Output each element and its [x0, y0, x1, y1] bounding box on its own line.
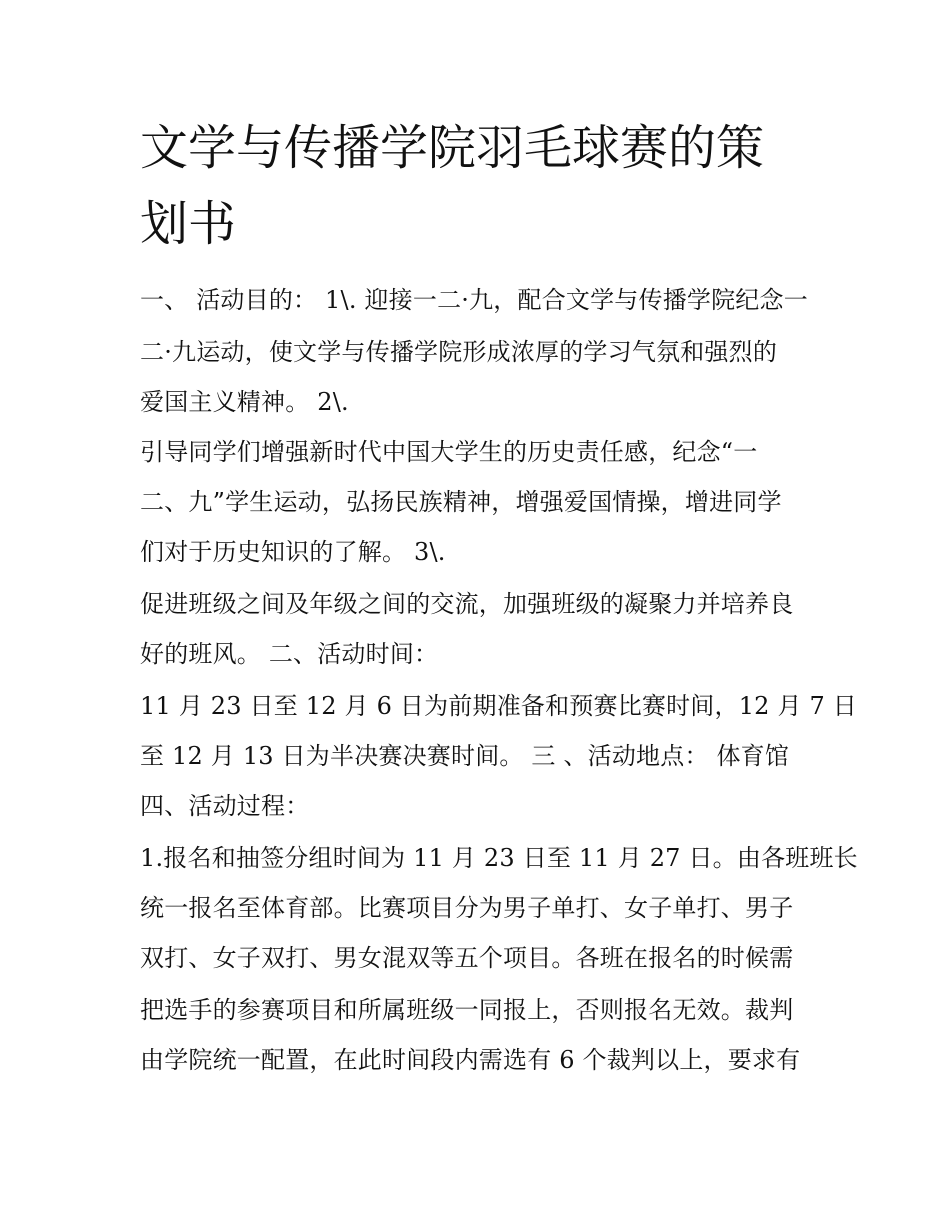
- body-text-line: 二·九运动，使文学与传播学院形成浓厚的学习气氛和强烈的: [140, 338, 778, 366]
- body-text-line: 爱国主义精神。 2\.: [140, 388, 349, 416]
- body-text-line: 促进班级之间及年级之间的交流，加强班级的凝聚力并培养良: [140, 590, 794, 618]
- body-text-line: 二、九”学生运动，弘扬民族精神，增强爱国情操，增进同学: [140, 488, 782, 516]
- body-text-line: 们对于历史知识的了解。 3\.: [140, 538, 446, 566]
- body-text-line: 引导同学们增强新时代中国大学生的历史责任感，纪念“一: [140, 438, 758, 466]
- body-text-line: 四、活动过程：: [140, 792, 310, 820]
- body-text-line: 至 12 月 13 日为半决赛决赛时间。 三 、活动地点： 体育馆: [140, 742, 790, 770]
- body-text-line: 一、 活动目的： 1\. 迎接一二·九，配合文学与传播学院纪念一: [140, 286, 808, 314]
- body-text-line: 把选手的参赛项目和所属班级一同报上，否则报名无效。裁判: [140, 996, 794, 1024]
- document-title-line-1: 文学与传播学院羽毛球赛的策: [140, 120, 765, 176]
- body-text-line: 好的班风。 二、活动时间：: [140, 640, 439, 668]
- document-title-line-2: 划书: [140, 196, 237, 252]
- body-text-line: 1.报名和抽签分组时间为 11 月 23 日至 11 月 27 日。由各班班长: [140, 844, 858, 872]
- body-text-line: 双打、女子双打、男女混双等五个项目。各班在报名的时候需: [140, 944, 794, 972]
- body-text-line: 由学院统一配置，在此时间段内需选有 6 个裁判以上，要求有: [140, 1046, 801, 1074]
- body-text-line: 统一报名至体育部。比赛项目分为男子单打、女子单打、男子: [140, 894, 794, 922]
- body-text-line: 11 月 23 日至 12 月 6 日为前期准备和预赛比赛时间，12 月 7 日: [140, 692, 857, 720]
